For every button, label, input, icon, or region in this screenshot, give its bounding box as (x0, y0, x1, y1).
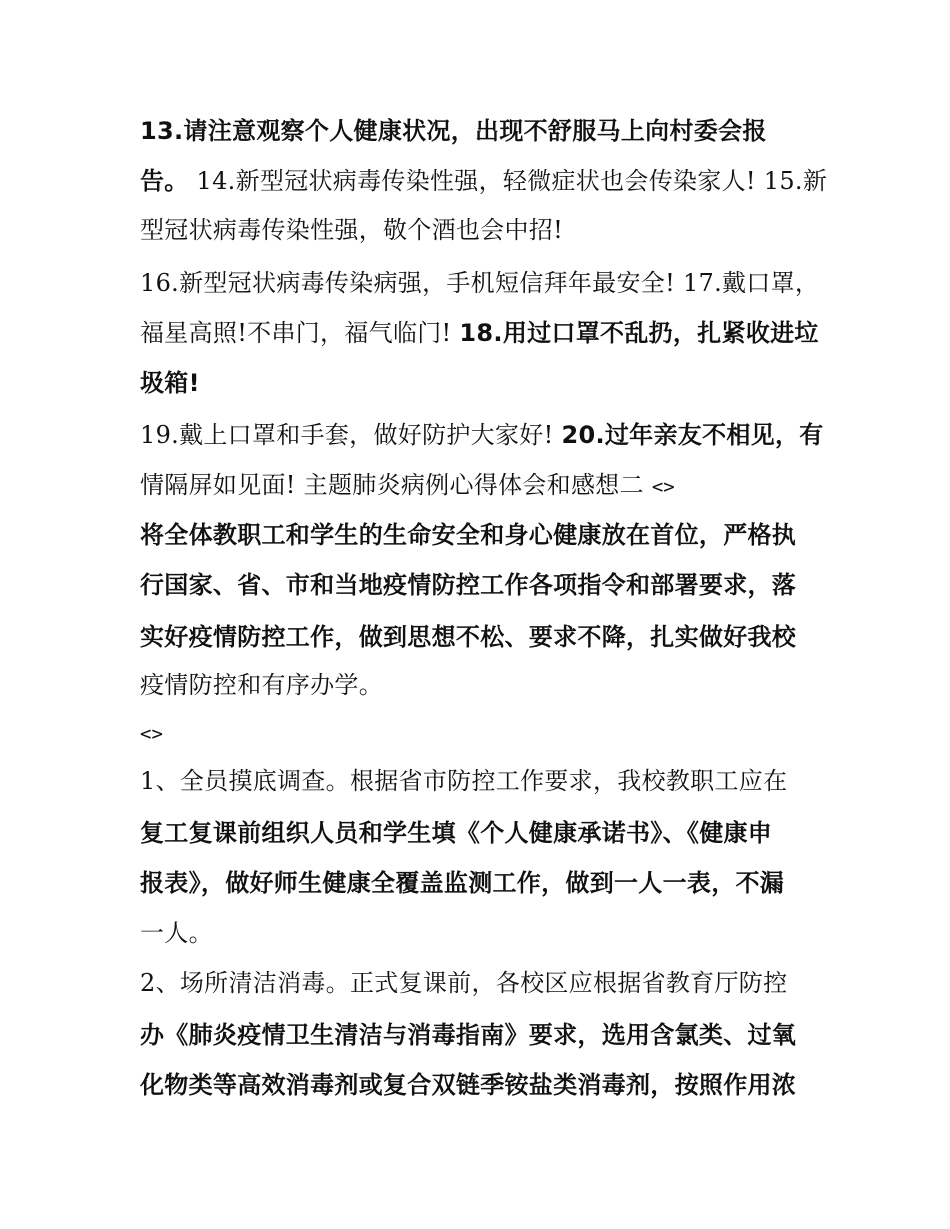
text-line (140, 966, 787, 1001)
text-line (140, 916, 213, 951)
text-line (140, 418, 824, 453)
text-line (140, 716, 163, 751)
text-segment: 福星高照!不串门，福气临门! (140, 319, 460, 347)
text-segment: 报表》，做好师生健康全覆盖监测工作，做到一人一表，不漏 (140, 869, 785, 897)
text-line (140, 764, 787, 799)
text-line (140, 518, 796, 553)
text-line (140, 366, 200, 401)
text-segment: <> (140, 723, 163, 745)
text-line (140, 568, 796, 603)
text-segment: 一人。 (140, 919, 213, 947)
text-line (140, 266, 819, 301)
text-segment: 型冠状病毒传染性强，敬个酒也会中招! (140, 216, 564, 244)
text-segment: 2、场所清洁消毒。正式复课前，各校区应根据省教育厅防控 (140, 969, 788, 997)
text-line (140, 620, 796, 655)
text-line (140, 468, 675, 504)
text-segment: 19.戴上口罩和手套，做好防护大家好! (140, 421, 562, 449)
text-segment: 实好疫情防控工作，做到思想不松、要求不降，扎实做好我校 (140, 623, 797, 651)
text-line (140, 316, 819, 351)
text-line (140, 668, 383, 703)
text-line (140, 816, 772, 851)
text-segment: 化物类等高效消毒剂或复合双链季铵盐类消毒剂，按照作用浓 (140, 1071, 797, 1099)
text-line (140, 213, 563, 248)
text-line (140, 164, 827, 199)
text-segment: 圾箱! (140, 369, 200, 397)
text-line (140, 1068, 796, 1103)
text-segment: 1、全员摸底调查。根据省市防控工作要求，我校教职工应在 (140, 767, 788, 795)
text-line (140, 114, 767, 149)
text-segment: 14.新型冠状病毒传染性强，轻微症状也会传染家人! 15.新 (188, 167, 828, 195)
text-segment: 18.用过口罩不乱扔，扎紧收进垃 (459, 319, 819, 347)
text-line (140, 1018, 796, 1053)
text-segment: <> (651, 476, 675, 498)
text-line (140, 866, 784, 901)
text-segment: 16.新型冠状病毒传染病强，手机短信拜年最安全! 17.戴口罩， (140, 269, 820, 297)
text-segment: 疫情防控和有序办学。 (140, 671, 383, 699)
text-segment: 办《肺炎疫情卫生清洁与消毒指南》要求，选用含氯类、过氧 (140, 1021, 797, 1049)
text-segment: 13.请注意观察个人健康状况，出现不舒服马上向村委会报 (140, 117, 767, 145)
text-segment: 行国家、省、市和当地疫情防控工作各项指令和部署要求，落 (140, 571, 797, 599)
text-segment: 将全体教职工和学生的生命安全和身心健康放在首位，严格执 (140, 521, 797, 549)
text-segment: 20.过年亲友不相见，有 (561, 421, 824, 449)
text-segment: 情隔屏如见面! 主题肺炎病例心得体会和感想二 (140, 471, 652, 499)
text-segment: 告。 (140, 167, 189, 195)
text-segment: 复工复课前组织人员和学生填《个人健康承诺书》、《健康申 (140, 819, 773, 847)
